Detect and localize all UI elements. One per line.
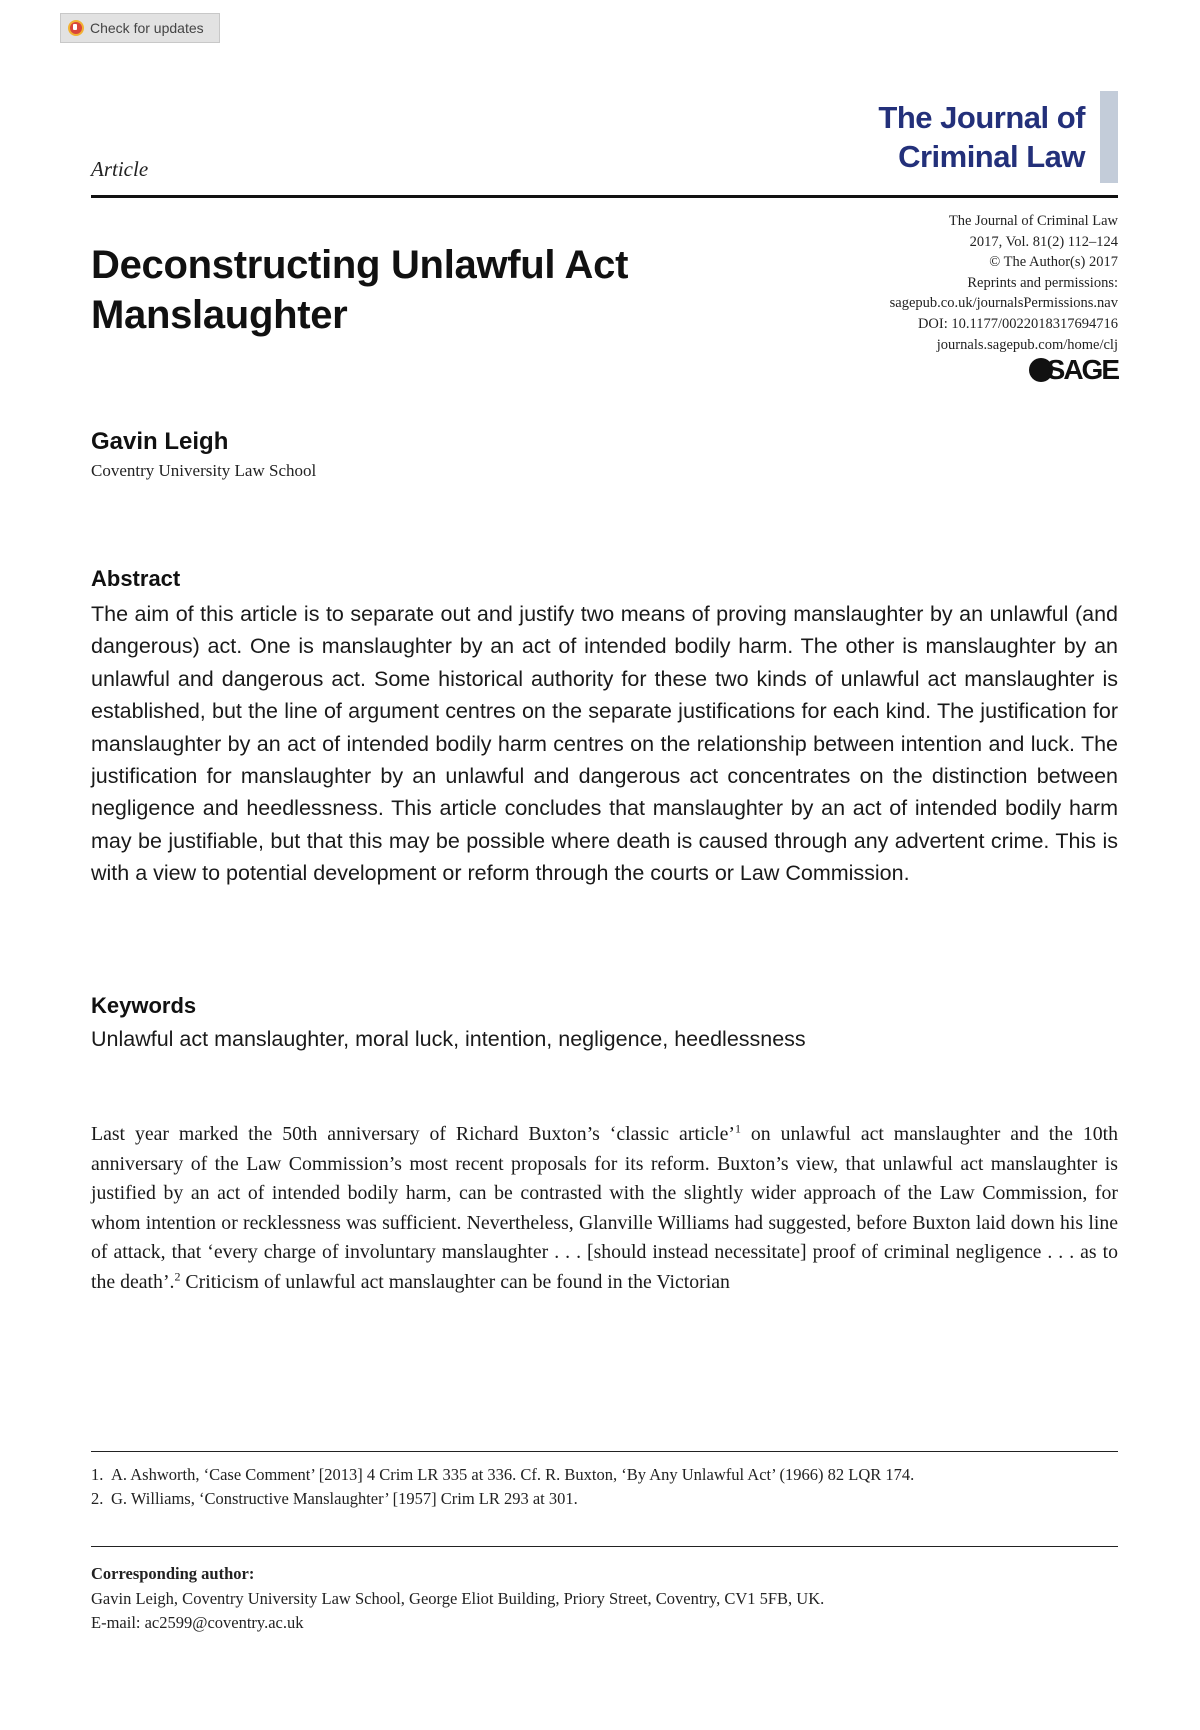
corresponding-label: Corresponding author: xyxy=(91,1564,255,1583)
keywords-heading: Keywords xyxy=(91,993,197,1018)
body-text-part3: Criticism of unlawful act manslaughter can be found in the Victorian xyxy=(180,1270,730,1293)
meta-copyright: © The Author(s) 2017 xyxy=(989,254,1118,271)
footnotes xyxy=(91,1463,1118,1511)
meta-reprints: Reprints and permissions: xyxy=(967,274,1118,291)
corresponding-divider xyxy=(91,1546,1118,1547)
footnote-2 xyxy=(91,1487,1118,1511)
journal-logo xyxy=(878,98,1085,176)
author-name: Gavin Leigh xyxy=(91,428,229,455)
crossmark-icon xyxy=(68,20,84,36)
footnote-number: 1. xyxy=(91,1465,104,1484)
meta-reprints-link[interactable]: sagepub.co.uk/journalsPermissions.nav xyxy=(889,295,1118,312)
meta-journal: The Journal of Criminal Law xyxy=(948,213,1118,229)
meta-volume: 2017, Vol. 81(2) 112–124 xyxy=(969,233,1118,250)
body-text-part1: Last year marked the 50th anniversary of Richard Buxton’s ‘classic article’ xyxy=(91,1123,735,1145)
footnote-divider xyxy=(91,1451,1118,1452)
publication-metadata xyxy=(890,211,1118,389)
corresponding-email[interactable]: E-mail: ac2599@coventry.ac.uk xyxy=(91,1613,304,1632)
corresponding-address: Gavin Leigh, Coventry University Law School, George Eliot Building, Priory Street, Coventry, CV1 5FB, UK. xyxy=(91,1588,825,1608)
sage-logo-text: SAGE xyxy=(1046,353,1118,385)
check-for-updates-label: Check for updates xyxy=(90,20,204,36)
journal-logo-bar xyxy=(1100,91,1118,183)
footnote-ref-1[interactable]: 1 xyxy=(735,1121,741,1136)
article-title-line2: Manslaughter xyxy=(91,293,348,337)
article-title xyxy=(91,240,751,340)
meta-doi[interactable]: DOI: 10.1177/0022018317694716 xyxy=(917,315,1118,332)
journal-logo-line1: The Journal of xyxy=(878,100,1085,135)
journal-logo-line2: Criminal Law xyxy=(898,139,1085,174)
header-divider xyxy=(91,195,1118,198)
article-title-line1: Deconstructing Unlawful Act xyxy=(91,243,629,287)
check-for-updates-button[interactable] xyxy=(60,13,220,43)
author-affiliation: Coventry University Law School xyxy=(91,461,317,480)
body-paragraph xyxy=(91,1120,1118,1298)
sage-logo xyxy=(1029,353,1118,385)
footnote-1 xyxy=(91,1463,1118,1487)
body-text-part2: on unlawful act manslaughter and the 10th anniversary of the Law Commission’s most recent proposals for its reform. Buxton’s view, that unlawful act manslaughter is justified by an act of intended bodily harm, can be contrasted with the slightly wider approach of the Law Commission, for whom intention or recklessness was sufficient. Nevertheless, Glanville Williams had suggested, before Buxton laid down his line of attack, that ‘every charge of involuntary manslaughter . . . [should instead necessitate] proof of criminal negligence . . . as to the death’. xyxy=(91,1123,1118,1293)
corresponding-author xyxy=(91,1562,1118,1636)
footnote-text: A. Ashworth, ‘Case Comment’ [2013] 4 Crim LR 335 at 336. Cf. R. Buxton, ‘By Any Unlawful Act’ (1966) 82 LQR 174. xyxy=(111,1465,915,1484)
footnote-ref-2[interactable]: 2 xyxy=(174,1269,181,1284)
article-type-label: Article xyxy=(91,157,149,181)
keywords-text: Unlawful act manslaughter, moral luck, intention, negligence, heedlessness xyxy=(91,1027,806,1051)
footnote-number: 2. xyxy=(91,1489,104,1508)
footnote-text: G. Williams, ‘Constructive Manslaughter’ [1957] Crim LR 293 at 301. xyxy=(111,1489,578,1508)
abstract-text: The aim of this article is to separate out and justify two means of proving manslaughter by an unlawful (and dangerous) act. One is manslaughter by an act of intended bodily harm. The other is manslaughter by an unlawful and dangerous act. Some historical authority for these two kinds of unlawful act manslaughter is established, but the line of argument centres on the separate justifications for each kind. The justification for manslaughter by an act of intended bodily harm centres on the relationship between intention and luck. The justification for manslaughter by an unlawful and dangerous act concentrates on the distinction between negligence and heedlessness. This article concludes that manslaughter by an act of intended bodily harm may be justifiable, but that this may be possible where death is caused through any advertent crime. This is with a view to potential development or reform through the courts or Law Commission. xyxy=(91,602,1118,886)
abstract-heading: Abstract xyxy=(91,566,181,591)
meta-journal-link[interactable]: journals.sagepub.com/home/clj xyxy=(936,336,1118,353)
